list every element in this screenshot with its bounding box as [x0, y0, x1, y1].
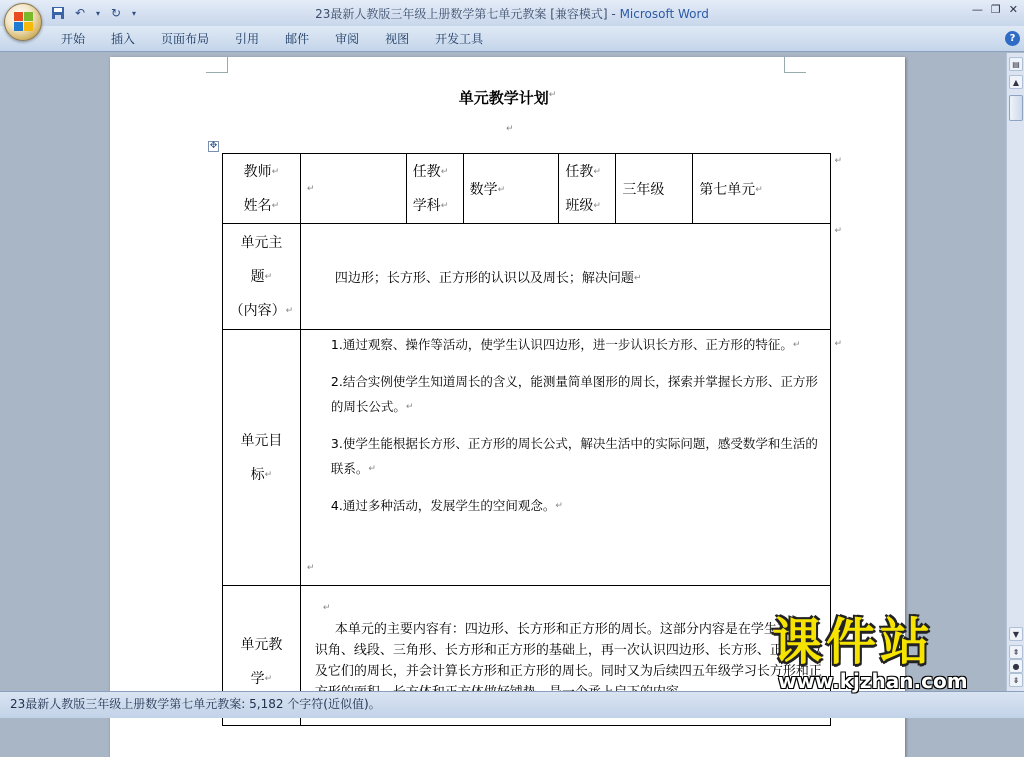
- ribbon-tabs-bar: [0, 26, 1024, 52]
- view-ruler-icon[interactable]: ▤: [1009, 57, 1023, 71]
- status-bar: [0, 691, 1024, 718]
- office-button[interactable]: [4, 3, 42, 41]
- redo-icon[interactable]: ↻: [110, 6, 122, 20]
- end-of-row-mark-icon: ↵: [834, 226, 842, 236]
- select-browse-object-icon[interactable]: ●: [1009, 659, 1023, 673]
- undo-icon[interactable]: ↶: [74, 6, 86, 20]
- document-workspace: [0, 53, 1006, 691]
- scroll-down-icon[interactable]: ▼: [1009, 627, 1023, 641]
- tab-home[interactable]: 开始: [61, 32, 86, 46]
- theme-label-line3: （内容）: [229, 302, 286, 319]
- tab-insert[interactable]: 插入: [111, 32, 136, 46]
- previous-page-icon[interactable]: ⇞: [1009, 645, 1023, 659]
- goal-4-text: 4.通过多种活动，发展学生的空间观念。: [330, 498, 556, 513]
- class-value-cell[interactable]: [616, 154, 693, 224]
- end-of-row-mark-icon: ↵: [834, 339, 842, 349]
- restore-icon[interactable]: ❐: [990, 3, 1001, 16]
- office-logo-icon: [14, 12, 34, 32]
- document-title: 23最新人教版三年级上册数学第七单元教案 [兼容模式] -: [315, 7, 620, 21]
- next-page-icon[interactable]: ⇟: [1009, 673, 1023, 687]
- tab-page-layout[interactable]: 页面布局: [161, 32, 210, 46]
- class-label-cell: 任教↵ 班级↵: [559, 154, 616, 224]
- paragraph-mark-icon: ↵: [322, 603, 331, 613]
- window-controls: [972, 3, 1018, 16]
- paragraph-mark-icon: ↵: [506, 124, 514, 134]
- theme-label-line2: 题: [250, 268, 265, 285]
- table-row: [223, 330, 831, 586]
- goal-item: 1.通过观察、操作等活动，使学生认识四边形，进一步认识长方形、正方形的特征。↵: [330, 337, 801, 352]
- class-value: 三年级: [622, 181, 665, 198]
- help-icon[interactable]: ?: [1005, 31, 1020, 46]
- goal-1-text: 1.通过观察、操作等活动，使学生认识四边形，进一步认识长方形、正方形的特征。: [330, 337, 793, 352]
- unit-goals-value-cell[interactable]: [300, 330, 842, 586]
- table-row: [223, 154, 831, 224]
- unit-theme-value: 四边形；长方形、正方形的认识以及周长；解决问题: [334, 271, 634, 286]
- tab-developer[interactable]: 开发工具: [435, 32, 484, 46]
- minimize-icon[interactable]: —: [971, 3, 983, 16]
- status-text[interactable]: 23最新人教版三年级上册数学第七单元教案: 5,182 个字符(近似值)。: [10, 697, 381, 711]
- teacher-name-label-cell: 教师↵ 姓名↵: [223, 154, 301, 224]
- teacher-label-line2: 姓名: [243, 197, 272, 214]
- theme-label-line1: 单元主: [240, 234, 283, 251]
- close-icon[interactable]: ✕: [1008, 3, 1018, 16]
- undo-dropdown-icon[interactable]: ▾: [95, 8, 100, 18]
- goal-item: 2.结合实例使学生知道周长的含义，能测量简单图形的周长，探索并掌握长方形、正方形的周长公式。↵: [330, 374, 818, 414]
- unit-goals-label-cell: 单元目 标↵: [223, 330, 301, 586]
- unit-value: 第七单元: [699, 181, 756, 198]
- goals-label-line1: 单元目: [240, 432, 283, 449]
- customize-toolbar-icon[interactable]: ▾: [131, 8, 136, 18]
- goal-3-text: 3.使学生能根据长方形、正方形的周长公式，解决生活中的实际问题，感受数学和生活的联系。: [330, 436, 818, 476]
- scroll-up-icon[interactable]: ▲: [1009, 75, 1023, 89]
- goals-label-line2: 标: [250, 466, 265, 483]
- unit-content-label-cell: 单元教 学↵: [223, 586, 301, 726]
- content-label-line2: 学: [250, 671, 265, 687]
- subject-label-line1: 任教: [412, 163, 441, 180]
- end-of-row-mark-icon: ↵: [834, 156, 842, 166]
- unit-value-cell[interactable]: 第七单元↵ ↵: [693, 154, 831, 224]
- subject-value-cell[interactable]: 数学↵: [463, 154, 559, 224]
- window-title: [0, 5, 1024, 22]
- class-label-line1: 任教: [565, 163, 594, 180]
- title-bar: [0, 0, 1024, 26]
- content-label-line1: 单元教: [240, 637, 283, 653]
- unit-theme-value-cell[interactable]: 四边形；长方形、正方形的认识以及周长；解决问题↵ ↵: [300, 224, 830, 330]
- scrollbar-thumb[interactable]: [1009, 95, 1023, 121]
- ribbon-tabs: [48, 30, 496, 48]
- subject-label-line2: 学科: [412, 197, 441, 214]
- table-move-handle-icon[interactable]: ✥: [209, 141, 218, 151]
- watermark-logo: [772, 614, 1012, 694]
- vertical-scrollbar[interactable]: [1006, 53, 1024, 691]
- teacher-name-value-cell[interactable]: ↵: [300, 154, 406, 224]
- page-title: [110, 87, 905, 108]
- paragraph-mark-icon: ↵: [306, 563, 315, 573]
- tab-view[interactable]: 视图: [385, 32, 410, 46]
- tab-review[interactable]: 审阅: [335, 32, 360, 46]
- goal-item: 3.使学生能根据长方形、正方形的周长公式，解决生活中的实际问题，感受数学和生活的联系。↵: [330, 436, 818, 476]
- unit-theme-label-cell: 单元主 题↵ （内容）↵: [223, 224, 301, 330]
- tab-mailings[interactable]: 邮件: [285, 32, 310, 46]
- goal-2-text: 2.结合实例使学生知道周长的含义，能测量简单图形的周长，探索并掌握长方形、正方形的周长公式。: [330, 374, 818, 414]
- watermark-url: www.kjzhan.com: [778, 669, 968, 693]
- app-name: Microsoft Word: [619, 7, 709, 21]
- watermark-title: 课件站: [772, 613, 934, 671]
- tab-references[interactable]: 引用: [235, 32, 260, 46]
- subject-label-cell: 任教↵ 学科↵: [406, 154, 463, 224]
- crop-mark-right: [784, 57, 806, 73]
- paragraph-mark-icon: ↵: [548, 90, 557, 100]
- teacher-label-line1: 教师: [243, 163, 272, 180]
- table-row: [223, 224, 831, 330]
- class-label-line2: 班级: [565, 197, 594, 214]
- unit-content-text: 本单元的主要内容有：四边形、长方形和正方形的周长。这部分内容是在学生直观认识角、线段、三角形、长方形和正方形的基础上，再一次认识四边形、长方形、正方形以及它们的周长，并会计算长方形和正方形的周长。同时又为后续四五年级学习长方形和正: [314, 622, 822, 679]
- subject-value: 数学: [469, 181, 498, 198]
- goal-item: 4.通过多种活动，发展学生的空间观念。↵: [330, 498, 563, 513]
- crop-mark-left: [206, 57, 228, 73]
- page-title-text: 单元教学计划: [458, 89, 549, 107]
- unit-plan-table: [222, 153, 842, 726]
